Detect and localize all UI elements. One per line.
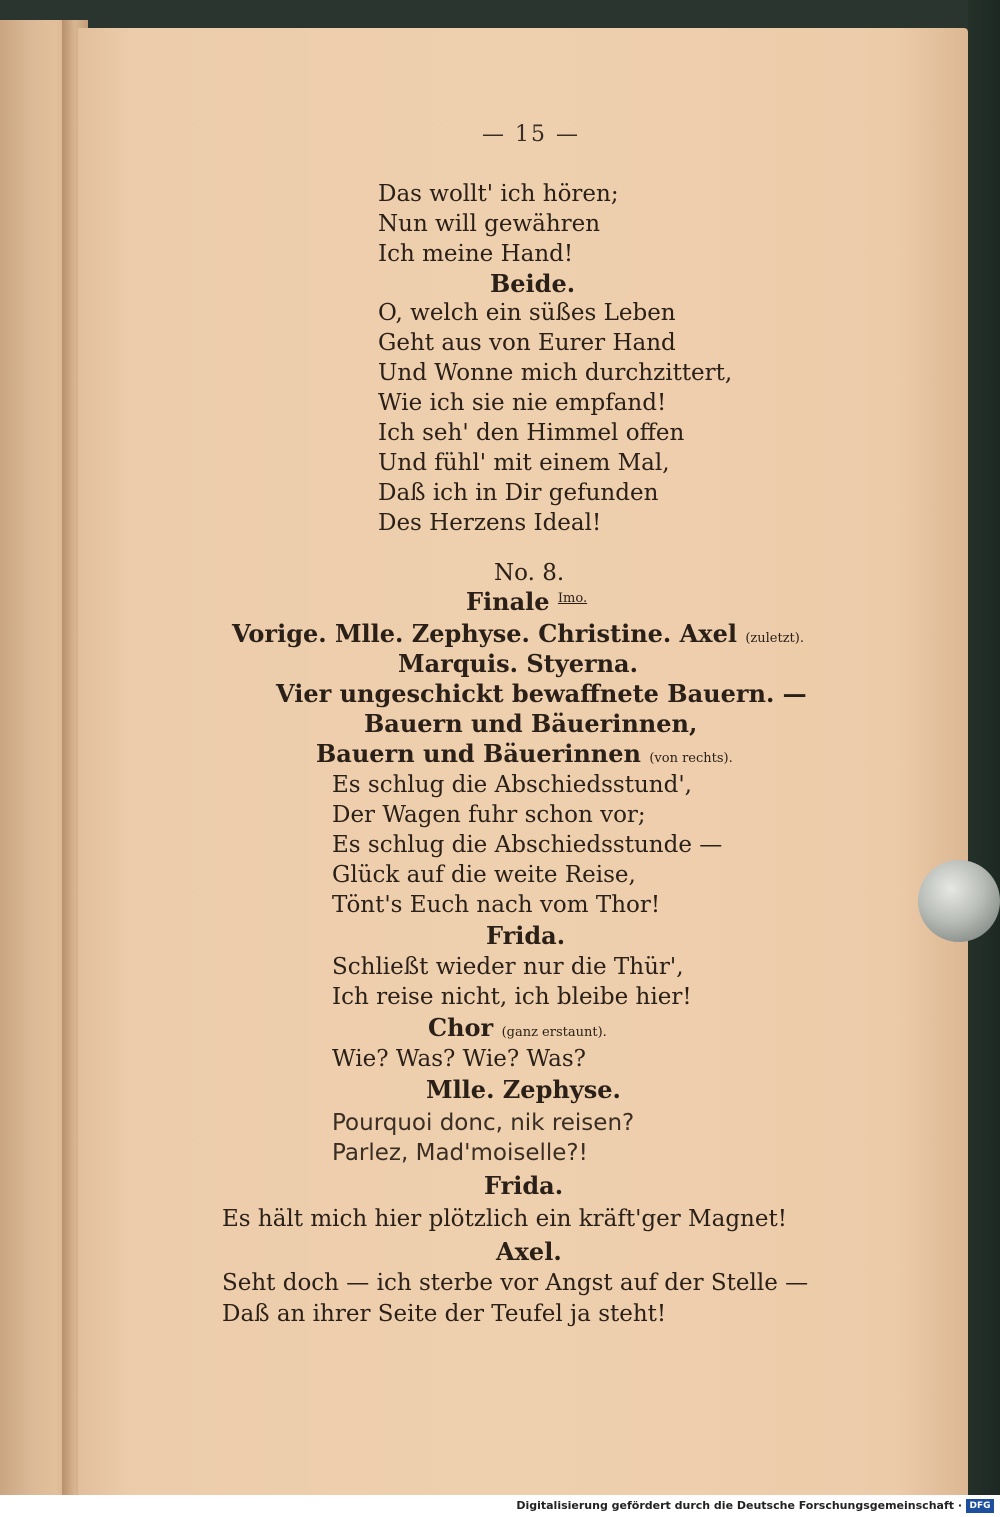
- verse-line: Tönt's Euch nach vom Thor!: [332, 892, 661, 918]
- finale-superscript: Imo.: [557, 591, 588, 606]
- verse-line-latin: Pourquoi donc, nik reisen?: [332, 1110, 635, 1136]
- footer-bar: [0, 1495, 1000, 1517]
- dfg-logo: DFG: [966, 1499, 994, 1513]
- verse-line: Es schlug die Abschiedsstund',: [332, 772, 692, 798]
- verse-line: Wie ich sie nie empfand!: [378, 390, 667, 416]
- verse-line: Geht aus von Eurer Hand: [378, 330, 676, 356]
- verse-line: Ich meine Hand!: [378, 241, 574, 267]
- cast-line-text: Bauern und Bäuerinnen: [316, 739, 641, 768]
- speaker-heading: Mlle. Zephyse.: [426, 1075, 621, 1104]
- verse-line: Wie? Was? Wie? Was?: [332, 1046, 586, 1072]
- cast-note: (von rechts).: [649, 751, 733, 766]
- verse-line: Der Wagen fuhr schon vor;: [332, 802, 646, 828]
- verse-line: Und fühl' mit einem Mal,: [378, 450, 670, 476]
- page-clip: [918, 860, 1000, 942]
- verse-line: Schließt wieder nur die Thür',: [332, 954, 684, 980]
- finale-title: Finale: [466, 587, 550, 616]
- verse-line: O, welch ein süßes Leben: [378, 300, 676, 326]
- book-cover-edge: [968, 0, 1000, 1495]
- page-number: — 15 —: [482, 122, 580, 147]
- cast-line: Marquis. Styerna.: [398, 649, 638, 678]
- cast-note: (zuletzt).: [745, 631, 804, 646]
- finale-heading: [466, 587, 588, 616]
- verse-line: Des Herzens Ideal!: [378, 510, 602, 536]
- speaker-heading: Axel.: [496, 1237, 562, 1266]
- verse-line: Ich seh' den Himmel offen: [378, 420, 685, 446]
- verse-line: Daß ich in Dir gefunden: [378, 480, 659, 506]
- cast-line-text: Vorige. Mlle. Zephyse. Christine. Axel: [232, 619, 737, 648]
- verse-line: Seht doch — ich sterbe vor Angst auf der Stelle —: [222, 1270, 809, 1296]
- cast-line: [232, 619, 804, 648]
- verse-line: Glück auf die weite Reise,: [332, 862, 636, 888]
- speaker-heading: Frida.: [484, 1171, 564, 1200]
- verse-line: Daß an ihrer Seite der Teufel ja steht!: [222, 1301, 667, 1327]
- verse-line: Ich reise nicht, ich bleibe hier!: [332, 984, 692, 1010]
- speaker-heading: Frida.: [486, 921, 566, 950]
- verse-line: Und Wonne mich durchzittert,: [378, 360, 733, 386]
- verse-line: Nun will gewähren: [378, 211, 601, 237]
- verse-line: Es hält mich hier plötzlich ein kräft'ger Magnet!: [222, 1206, 787, 1232]
- cast-line: [316, 739, 733, 768]
- verse-line-latin: Parlez, Mad'moiselle?!: [332, 1140, 588, 1166]
- number-label: No. 8.: [494, 560, 565, 586]
- cast-line: Bauern und Bäuerinnen,: [364, 709, 698, 738]
- speaker-name: Chor: [428, 1013, 494, 1042]
- verse-line: Das wollt' ich hören;: [378, 181, 619, 207]
- footer-credit: Digitalisierung gefördert durch die Deutsche Forschungsgemeinschaft ·: [516, 1499, 962, 1512]
- cast-line: Vier ungeschickt bewaffnete Bauern. —: [276, 679, 807, 708]
- stage-direction: (ganz erstaunt).: [501, 1025, 607, 1040]
- speaker-heading: [428, 1013, 607, 1042]
- speaker-heading: Beide.: [490, 269, 576, 298]
- verse-line: Es schlug die Abschiedsstunde —: [332, 832, 723, 858]
